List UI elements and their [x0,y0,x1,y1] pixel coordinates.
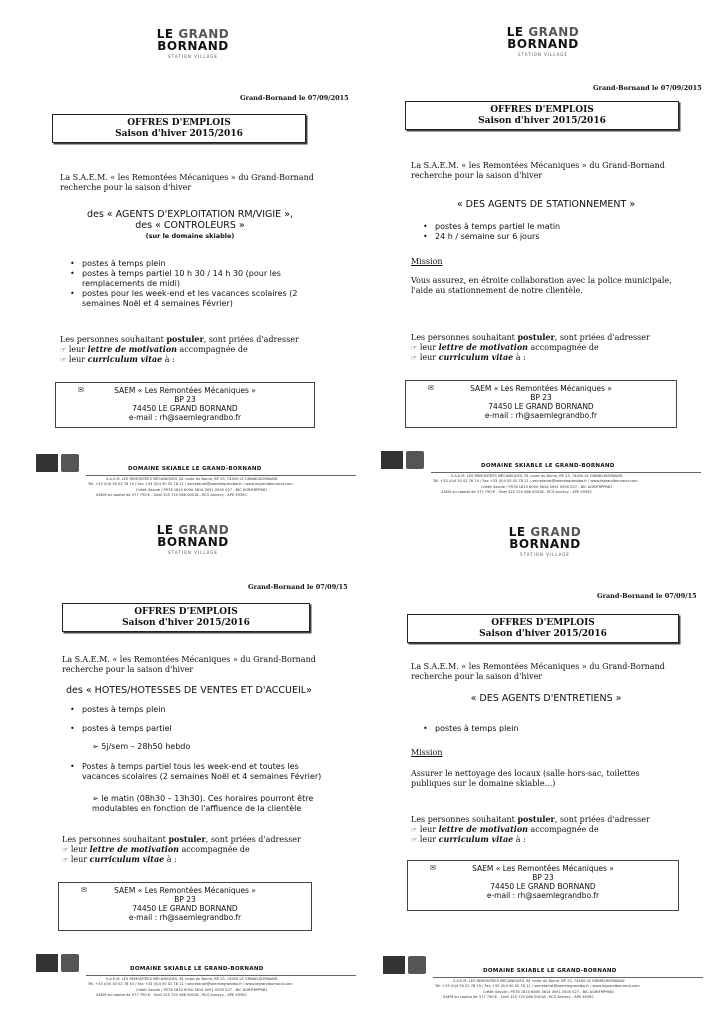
list-item: • postes à temps plein [70,259,325,269]
conditions-list [423,222,673,242]
intro-text: La S.A.E.M. « les Remontées Mécaniques » du Grand-Bornand recherche pour la saison d'hiver [62,655,316,674]
pointing-hand-icon: ☞ [60,356,67,364]
mission-heading: Mission [411,748,443,757]
address-box: ✉ SAEM « Les Remontées Mécaniques » BP 23 74450 LE GRAND BORNAND e-mail : rh@saemlegrandbo.fr [407,860,679,911]
offer-date: Grand-Bornand le 07/09/2015 [240,94,349,102]
le-grand-bornand-logo: LE GRAND BORNAND STATION VILLAGE [156,27,230,59]
envelope-icon: ✉ [428,384,434,392]
list-item: • postes à temps plein [423,724,673,734]
application-instructions: Les personnes souhaitant postuler, sont priées d'adresser ☞ leur lettre de motivation accompagnée de ☞ leur curriculum vitae à : [411,814,650,844]
application-instructions: Les personnes souhaitant postuler, sont priées d'adresser ☞ leur lettre de motivation accompagnée de ☞ leur curriculum vitae à : [60,334,299,364]
mission-heading: Mission [411,257,443,266]
list-item: • postes à temps partiel 10 h 30 / 14 h 30 (pour les remplacements de midi) [70,269,325,289]
offer-title-box: OFFRES D'EMPLOIS Saison d'hiver 2015/2016 [407,614,679,643]
pointing-hand-icon: ☞ [411,354,418,362]
conditions-list [423,724,673,734]
footer: DOMAINE SKIABLE LE GRAND-BORNAND S.A.E.M. LES REMONTÉES MÉCANIQUES, 81 route du Borne, BP 23, 74450 LE GRAND-BORNAND Tél. +33 (0)4 50 02 78 10 / Fax +33 (0)4 50 02 78 11 / secretariat@saemlegrandbo.fr / www.legrandbornand.com Crédit Savoie / FR76 1810 6000 3614 0091 0505 027 - BIC AGRIFRPP881 SAEM au capital de 377 790 € - Siret 325 720 066 00018 - RCS Annecy - APE 4939C [36,454,356,494]
label-logo [36,954,58,972]
offer-title-box: OFFRES D'EMPLOIS Saison d'hiver 2015/2016 [52,114,306,143]
le-grand-bornand-logo: LE GRAND BORNAND STATION VILLAGE [156,523,230,555]
seal-logo [406,451,424,469]
le-grand-bornand-logo: LE GRAND BORNAND STATION VILLAGE [508,525,582,557]
job-offer-agents-stationnement [363,0,725,512]
list-item: • postes à temps plein [70,705,330,715]
pointing-hand-icon: ☞ [411,836,418,844]
offer-title-box: OFFRES D'EMPLOIS Saison d'hiver 2015/2016 [62,603,310,632]
footer: DOMAINE SKIABLE LE GRAND-BORNAND S.A.E.M. LES REMONTÉES MÉCANIQUES, 81 route du Borne, BP 23, 74450 LE GRAND-BORNAND Tél. +33 (0)4 50 02 78 10 / Fax +33 (0)4 50 02 78 11 / secretariat@saemlegrandbo.fr / www.legrandbornand.com Crédit Savoie / FR76 1810 6000 3614 0091 0505 027 - BIC AGRIFRPP881 SAEM au capital de 377 790 € - Siret 325 720 066 00018 - RCS Annecy - APE 4939C [36,954,356,994]
offer-title-box: OFFRES D'EMPLOIS Saison d'hiver 2015/2016 [405,101,679,130]
conditions-list [70,724,330,734]
conditions-list [70,762,338,782]
application-instructions: Les personnes souhaitant postuler, sont priées d'adresser ☞ leur lettre de motivation accompagnée de ☞ leur curriculum vitae à : [411,332,650,362]
list-item: • 24 h / semaine sur 6 jours [423,232,673,242]
intro-text: La S.A.E.M. « les Remontées Mécaniques » du Grand-Bornand recherche pour la saison d'hiver [60,173,314,192]
schedule-detail: ➢ le matin (08h30 – 13h30). Ces horaires pourront être modulables en fonction de l'affluence de la clientèle [92,794,314,813]
mission-text: Vous assurez, en étroite collaboration avec la police municipale, l'aide au stationnement de notre clientèle. [411,276,672,295]
job-offer-agents-entretiens [363,512,725,1024]
conditions-list [70,705,330,715]
footer: DOMAINE SKIABLE LE GRAND-BORNAND S.A.E.M. LES REMONTÉES MÉCANIQUES, 81 route du Borne, BP 23, 74450 LE GRAND-BORNAND Tél. +33 (0)4 50 02 78 10 / Fax +33 (0)4 50 02 78 11 / secretariat@saemlegrandbo.fr / www.legrandbornand.com Crédit Savoie / FR76 1810 6000 3614 0091 0505 027 - BIC AGRIFRPP881 SAEM au capital de 377 790 € - Siret 325 720 066 00018 - RCS Annecy - APE 4939C [381,451,701,491]
seal-logo [61,454,79,472]
pointing-hand-icon: ☞ [62,856,69,864]
position-title: des « HOTES/HOTESSES DE VENTES ET D'ACCUEIL» [66,685,312,696]
list-item: • postes à temps partiel [70,724,330,734]
intro-text: La S.A.E.M. « les Remontées Mécaniques » du Grand-Bornand recherche pour la saison d'hiver [411,161,665,180]
pointing-hand-icon: ☞ [411,825,418,834]
position-title: « DES AGENTS D'ENTRETIENS » [470,693,622,704]
arrow-icon: ➢ [92,794,99,803]
application-instructions: Les personnes souhaitant postuler, sont priées d'adresser ☞ leur lettre de motivation accompagnée de ☞ leur curriculum vitae à : [62,834,301,864]
offer-date: Grand-Bornand le 07/09/15 [597,592,697,600]
address-box: ✉ SAEM « Les Remontées Mécaniques » BP 23 74450 LE GRAND BORNAND e-mail : rh@saemlegrandbo.fr [55,382,315,428]
pointing-hand-icon: ☞ [62,845,69,854]
pointing-hand-icon: ☞ [60,345,67,354]
address-box: ✉ SAEM « Les Remontées Mécaniques » BP 23 74450 LE GRAND BORNAND e-mail : rh@saemlegrandbo.fr [405,380,677,428]
intro-text: La S.A.E.M. « les Remontées Mécaniques » du Grand-Bornand recherche pour la saison d'hiver [411,662,665,681]
envelope-icon: ✉ [430,864,436,872]
job-offer-hotes-hotesses [0,512,362,1024]
envelope-icon: ✉ [78,386,84,394]
label-logo [383,956,405,974]
schedule-detail: ➢ 5j/sem – 28h50 hebdo [92,742,191,751]
position-title: des « AGENTS D'EXPLOITATION RM/VIGIE », des « CONTROLEURS » (sur le domaine skiable) [86,209,294,240]
seal-logo [61,954,79,972]
list-item: • postes à temps partiel le matin [423,222,673,232]
arrow-icon: ➢ [92,742,99,751]
list-item: • Postes à temps partiel tous les week-end et toutes les vacances scolaires (2 semaines Noël et 4 semaines Février) [70,762,338,782]
conditions-list [70,259,325,309]
seal-logo [408,956,426,974]
address-box: ✉ SAEM « Les Remontées Mécaniques » BP 23 74450 LE GRAND BORNAND e-mail : rh@saemlegrandbo.fr [58,882,312,931]
envelope-icon: ✉ [81,886,87,894]
label-logo [36,454,58,472]
pointing-hand-icon: ☞ [411,343,418,352]
offer-date: Grand-Bornand le 07/09/15 [248,583,348,591]
list-item: • postes pour les week-end et les vacances scolaires (2 semaines Noël et 4 semaines Février) [70,289,325,309]
offer-date: Grand-Bornand le 07/09/2015 [593,84,702,92]
label-logo [381,451,403,469]
job-offer-agents-exploitation [0,0,362,512]
mission-text: Assurer le nettoyage des locaux (salle hors-sac, toilettes publiques sur le domaine skiable...) [411,769,640,788]
le-grand-bornand-logo: LE GRAND BORNAND STATION VILLAGE [506,25,580,57]
position-title: « DES AGENTS DE STATIONNEMENT » [456,199,636,210]
footer: DOMAINE SKIABLE LE GRAND-BORNAND S.A.E.M. LES REMONTÉES MÉCANIQUES, 81 route du Borne, BP 23, 74450 LE GRAND-BORNAND Tél. +33 (0)4 50 02 78 10 / Fax +33 (0)4 50 02 78 11 / secretariat@saemlegrandbo.fr / www.legrandbornand.com Crédit Savoie / FR76 1810 6000 3614 0091 0505 027 - BIC AGRIFRPP881 SAEM au capital de 377 790 € - Siret 325 720 066 00018 - RCS Annecy - APE 4939C [383,956,703,996]
